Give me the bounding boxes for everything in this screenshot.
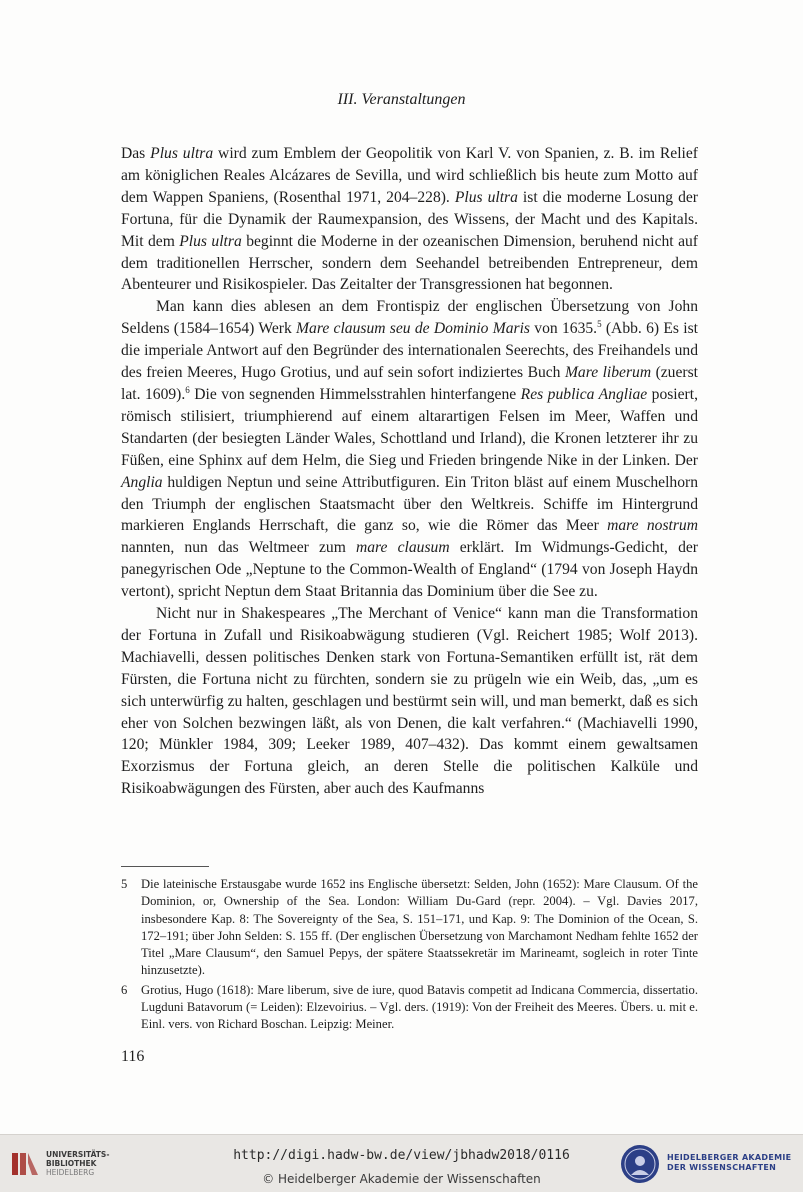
body-text: [121, 143, 698, 800]
library-city: HEIDELBERG: [46, 1168, 95, 1177]
footnote-text: Grotius, Hugo (1618): Mare liberum, sive de iure, quod Batavis competit ad Indicana Commercia, dissertatio. Lugduni Batavorum (= Leiden): Elzevoirius. – Vgl. ders. (1919): Von der Freiheit des Meeres. Übers. u. mit e. Einl. vers. von Richard Boschan. Leipzig: Meiner.: [141, 982, 698, 1032]
footnote-separator: [121, 866, 209, 867]
footnote: [121, 876, 698, 980]
footer-bar: [0, 1134, 803, 1192]
footnote-number: 5: [121, 877, 128, 891]
paragraph: Das Plus ultra wird zum Emblem der Geopolitik von Karl V. von Spanien, z. B. im Relief am königlichen Reales Alcázares de Sevilla, und wird schließlich bis heute zum Motto auf dem Wappen Spaniens, (Rosenthal 1971, 204–228). Plus ultra ist die moderne Losung der Fortuna, für die Dynamik der Raumexpansion, des Wissens, der Macht und des Kapitals. Mit dem Plus ultra beginnt die Moderne in der ozeanischen Dimension, beruhend nicht auf dem traditionellen Herrscher, sondern dem Seehandel betreibenden Entrepreneur, dem Abenteurer und Risikospieler. Das Zeitalter der Transgressionen hat begonnen.: [121, 145, 698, 294]
paragraph: Nicht nur in Shakespeares „The Merchant of Venice“ kann man die Transformation der Fortuna in Zufall und Risikoabwägung studieren (Vgl. Reichert 1985; Wolf 2013). Machiavelli, dessen politisches Denken stark von Fortuna-Semantiken erfüllt ist, rät dem Fürsten, die Fortuna nicht zu fürchten, sondern sie zu prügeln wie ein Weib, das, „um es sich unterwürfig zu halten, geschlagen und bestürmt sein will, und man bemerkt, daß es sich eher von Solchen bezwingen läßt, als von Denen, die kalt verfahren.“ (Machiavelli 1990, 120; Münkler 1984, 309; Leeker 1989, 407–432). Das kommt einem gewaltsamen Exorzismus der Fortuna gleich, an deren Stelle die politischen Kalküle und Risikoabwägungen des Fürsten, aber auch des Kaufmanns: [121, 605, 698, 798]
paragraph: Man kann dies ablesen an dem Frontispiz der englischen Übersetzung von John Seldens (1584–1654) Werk Mare clausum seu de Dominio Maris von 1635.$^5$ (Abb. 6) Es ist die imperiale Antwort auf den Begründer des internationalen Seerechts, des Freihandels und des freien Meeres, Hugo Grotius, und auf sein sofort indiziertes Buch Mare liberum (zuerst lat. 1609).$^6$ Die von segnenden Himmelsstrahlen hinterfangene Res publica Angliae posiert, römisch stilisiert, triumphierend auf einem altarartigen Felsen im Meer, Waffen und Standarten (der besiegten Länder Wales, Schottland und Irland), die Kronen letzterer ihr zu Füßen, eine Sphinx auf dem Helm, die Sieg und Frieden bringende Nike in der Linken. Der Anglia huldigen Neptun und seine Attributfiguren. Ein Triton bläst auf einem Muschelhorn den Triumph der englischen Staatsmacht über den Weltkreis. Schiffe im Hintergrund markieren Englands Herrschaft, die ganz so, wie die Römer das Meer mare nostrum nannten, nun das Weltmeer zum mare clausum erklärt. Im Widmungs-Gedicht, der panegyrischen Ode „Neptune to the Common-Wealth of England“ (1794 von Joseph Haydn vertont), spricht Neptun dem Staat Britannia das Dominium über die See zu.: [121, 298, 699, 601]
running-header: III. Veranstaltungen: [337, 91, 466, 108]
footnote-text: Die lateinische Erstausgabe wurde 1652 ins Englische übersetzt: Selden, John (1652): Mare Clausum. Of the Dominion, or, Ownership of the Sea. London: William Du-Gard (repr. 2004). – Vgl. Davies 2017, insbesondere Kap. 8: The Sovereignty of the Sea, S. 151–171, und Kap. 9: The Dominion of the Ocean, S. 172–191; über John Selden: S. 155 ff. (Der englischen Übersetzung von Marchamont Nedham fehlte 1652 der Titel „Mare Clausum“, den Samuel Pepys, der spätere Staatssekretär im Marineamt, sogleich in roter Tinte hinzusetzte).: [141, 877, 698, 978]
academy-name-line: DER WISSENSCHAFTEN: [667, 1163, 777, 1172]
footnote: [121, 982, 698, 1034]
page-number: 116: [121, 1048, 145, 1065]
academy-name[interactable]: [667, 1153, 791, 1173]
library-name-line: UNIVERSITÄTS-: [46, 1150, 110, 1159]
page-url-link[interactable]: http://digi.hadw-bw.de/view/jbhadw2018/0116: [233, 1148, 570, 1163]
copyright-text: © Heidelberger Akademie der Wissenschaften: [262, 1172, 541, 1186]
footnotes: [121, 876, 698, 1036]
library-name-line: BIBLIOTHEK: [46, 1159, 97, 1168]
footnote-number: 6: [121, 982, 128, 997]
academy-name-line: HEIDELBERGER AKADEMIE: [667, 1153, 792, 1162]
academy-seal-icon[interactable]: [620, 1144, 660, 1184]
